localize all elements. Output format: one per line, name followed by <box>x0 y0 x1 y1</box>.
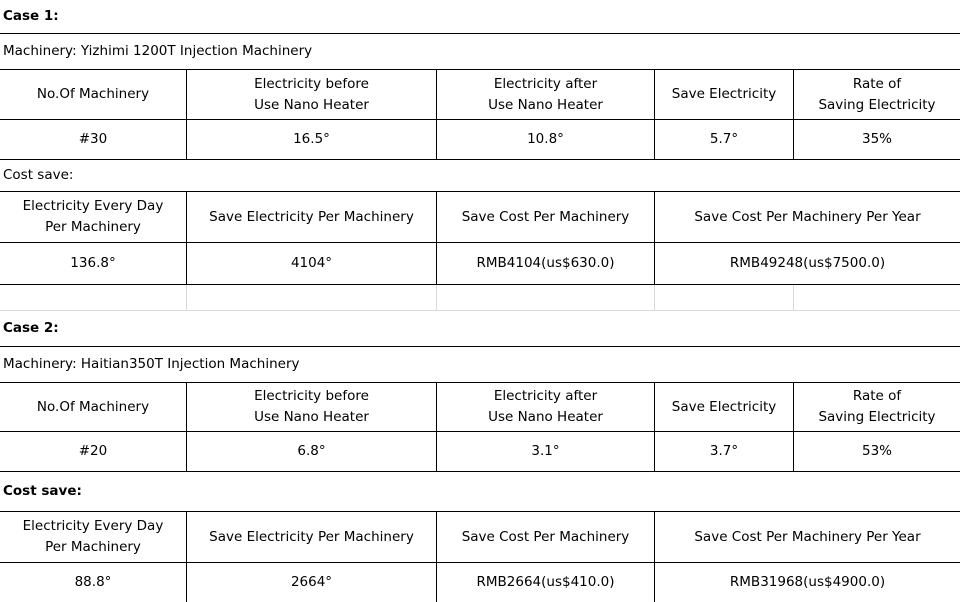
case2-value-save-electricity: 3.7° <box>655 432 794 471</box>
case1-header-saving-rate: Rate of Saving Electricity <box>818 75 936 113</box>
case1-cost-header-row <box>0 192 960 243</box>
case2-header-row <box>0 383 960 432</box>
case1-machinery-row <box>0 34 960 70</box>
case2-cost-header-row <box>0 512 960 563</box>
case1-value-electricity-after: 10.8° <box>437 120 655 159</box>
case1-header-electricity-before: Electricity before Use Nano Heater <box>187 70 437 119</box>
case1-machinery-label: Machinery: Yizhimi 1200T Injection Machinery <box>0 34 960 70</box>
case1-header-save-electricity: Save Electricity <box>655 70 794 119</box>
empty-spacer-row <box>0 285 960 311</box>
case2-cost-header-save-cost-year: Save Cost Per Machinery Per Year <box>694 528 921 545</box>
case2-header-saving-rate: Rate of Saving Electricity <box>818 388 936 425</box>
case1-header-machine-no: No.Of Machinery <box>0 70 187 119</box>
case1-cost-label-row <box>0 160 960 192</box>
empty-cell <box>437 285 655 310</box>
case2-value-row <box>0 432 960 472</box>
case1-cost-header-save-cost-year: Save Cost Per Machinery Per Year <box>694 208 921 225</box>
case2-cost-label: Cost save: <box>0 472 960 512</box>
case1-value-electricity-before: 16.5° <box>187 120 437 159</box>
case2-cost-value-save-cost-year: RMB31968(us$4900.0) <box>729 574 886 590</box>
case1-cost-value-daily: 136.8° <box>0 243 187 284</box>
case2-header-electricity-after: Electricity after Use Nano Heater <box>437 383 655 431</box>
case2-cost-value-row <box>0 563 960 602</box>
case1-value-save-electricity: 5.7° <box>655 120 794 159</box>
case1-value-saving-rate: 35% <box>861 131 892 147</box>
case2-machinery-label: Machinery: Haitian350T Injection Machinery <box>0 347 960 383</box>
empty-cell <box>0 285 187 310</box>
case2-machinery-row <box>0 347 960 383</box>
case1-header-row <box>0 70 960 120</box>
case2-header-save-electricity: Save Electricity <box>655 383 794 431</box>
empty-cell <box>187 285 437 310</box>
case2-cost-value-save-electricity: 2664° <box>187 563 437 602</box>
case2-cost-header-save-cost: Save Cost Per Machinery <box>437 512 655 562</box>
case1-cost-header-save-cost: Save Cost Per Machinery <box>437 192 655 242</box>
case1-heading: Case 1: <box>0 0 960 34</box>
case1-cost-value-save-electricity: 4104° <box>187 243 437 284</box>
case1-cost-value-save-cost-year: RMB49248(us$7500.0) <box>729 255 886 271</box>
case1-cost-value-row <box>0 243 960 285</box>
case2-value-electricity-after: 3.1° <box>437 432 655 471</box>
case2-header-machine-no: No.Of Machinery <box>0 383 187 431</box>
case1-heading-row <box>0 0 960 34</box>
case1-cost-label: Cost save: <box>0 160 960 192</box>
case2-cost-value-save-cost: RMB2664(us$410.0) <box>437 563 655 602</box>
case2-cost-header-save-electricity: Save Electricity Per Machinery <box>187 512 437 562</box>
case1-cost-value-save-cost: RMB4104(us$630.0) <box>437 243 655 284</box>
case1-value-row <box>0 120 960 160</box>
case2-heading-row <box>0 311 960 347</box>
case2-heading: Case 2: <box>0 311 960 347</box>
empty-cell <box>794 285 960 310</box>
case2-value-machine-no: #20 <box>0 432 187 471</box>
case2-cost-value-daily: 88.8° <box>0 563 187 602</box>
case1-header-electricity-after: Electricity after Use Nano Heater <box>437 70 655 119</box>
case2-cost-header-daily: Electricity Every Day Per Machinery <box>0 512 187 562</box>
case1-cost-header-daily: Electricity Every Day Per Machinery <box>0 192 187 242</box>
case2-cost-label-row <box>0 472 960 512</box>
case2-value-saving-rate: 53% <box>861 443 892 459</box>
case2-value-electricity-before: 6.8° <box>187 432 437 471</box>
case1-value-machine-no: #30 <box>0 120 187 159</box>
case1-cost-header-save-electricity: Save Electricity Per Machinery <box>187 192 437 242</box>
empty-cell <box>655 285 794 310</box>
case2-header-electricity-before: Electricity before Use Nano Heater <box>187 383 437 431</box>
